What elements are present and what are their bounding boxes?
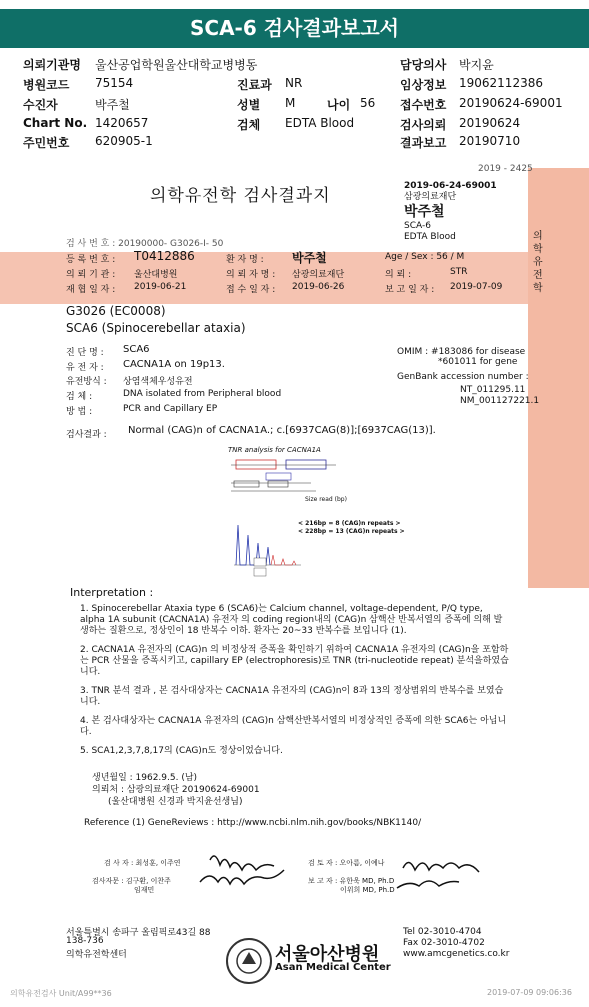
exam-no: 검 사 번 호 : 20190000- G3026-I- 50 [66, 239, 224, 249]
inst: 울산대병원 [134, 270, 178, 280]
box-name: 박주철 [404, 204, 445, 220]
header-info [0, 48, 589, 156]
recv-label: 접 수 일 자 : [226, 285, 276, 295]
legend-228: < 228bp = 13 (CAG)n repeats > [298, 528, 405, 535]
patient-label: 환 자 명 : [226, 255, 264, 265]
sample-box [404, 181, 518, 241]
inherit: 상염색체우성유전 [123, 377, 193, 387]
value-specimen: EDTA Blood [285, 116, 355, 130]
reference: Reference (1) GeneReviews : http://www.ncbi.nlm.nih.gov/books/NBK1140/ [84, 818, 422, 828]
signature-left [195, 840, 305, 890]
inst-label: 의 뢰 기 관 : [66, 270, 116, 280]
dx-label: 진 단 명 : [66, 348, 104, 358]
sig-reporter-2: 이위희 MD, Ph.D [340, 886, 395, 894]
interp-item: 1. Spinocerebellar Ataxia type 6 (SCA6)는 Calcium channel, voltage-dependent, P/Q type, alpha 1A subunit (CACNA1A) 유전자 의 coding region내의 (CAG)n 삼핵산 반복서열의 증폭에 의해 발생하는 질환으로, 정상인이 18 반복수 이하. 환자는 20~33 반복수를 보입니다 (1). [80, 604, 503, 636]
interp-item: 5. SCA1,2,3,7,8,17의 (CAG)n도 정상이었습니다. [80, 746, 283, 756]
label-clinical: 임상정보 [400, 78, 447, 92]
label-sex: 성별 [237, 98, 261, 112]
report-title: SCA-6 검사결과보고서 [0, 9, 589, 48]
value-chart-no: 1420657 [95, 116, 149, 130]
value-patient: 박주철 [95, 98, 130, 112]
signature-right [395, 848, 505, 898]
side-text: 의학유전학 [533, 231, 543, 294]
req-label: 의 뢰 자 명 : [226, 270, 276, 280]
nt-accession: NT_011295.11 [460, 385, 526, 395]
interp-item: 4. 본 검사대상자는 CACNA1A 유전자의 (CAG)n 삼핵산반복서열의 비정상적인 증폭에 의한 SCA6는 아닙니다. [80, 716, 507, 737]
ward-label: 의 뢰 : [385, 270, 412, 280]
test-code: G3026 (EC0008) [66, 304, 166, 318]
result-label: 검사결과 : [66, 430, 107, 440]
value-request-date: 20190624 [459, 116, 521, 130]
report-date: 2019-07-09 [450, 282, 503, 292]
value-hospital-code: 75154 [95, 76, 134, 90]
spec: DNA isolated from Peripheral blood [123, 389, 282, 399]
result: Normal (CAG)n of CACNA1A.; c.[6937CAG(8)];[6937CAG(13)]. [128, 425, 436, 436]
ward: STR [450, 267, 468, 277]
box-line2: 삼광의료재단 [404, 192, 457, 202]
value-report-date: 20190710 [459, 134, 521, 148]
age-sex: Age / Sex : 56 / M [385, 252, 465, 262]
value-resident-no: 620905-1 [95, 134, 153, 148]
value-institution: 울산공업학원울산대학교병병동 [95, 58, 258, 72]
interp-item: 3. TNR 분석 결과 , 본 검사대상자는 CACNA1A 유전자의 (CAG)n이 8과 13의 정상범위의 반복수를 보였습니다. [80, 686, 504, 707]
label-doctor: 담당의사 [400, 58, 447, 72]
hospital-emblem-icon [228, 940, 270, 982]
label-institution: 의뢰기관명 [23, 58, 81, 72]
gene: CACNA1A on 19p13. [123, 359, 225, 370]
address-line3: 의학유전학센터 [66, 950, 127, 960]
sig-reporter: 보 고 자 : 유한욱 MD, Ph.D [308, 877, 395, 885]
spec-label: 검 체 : [66, 392, 93, 402]
req: 삼광의료재단 [292, 270, 345, 280]
footer-unit: 의학유전검사 Unit/A99**36 [10, 989, 112, 998]
label-report-date: 결과보고 [400, 136, 447, 150]
label-request-date: 검사의뢰 [400, 118, 447, 132]
label-dept: 진료과 [237, 78, 272, 92]
address-line2: 138-736 [66, 936, 104, 946]
referrer: 의뢰처 : 삼광의료재단 20190624-69001 [92, 785, 260, 795]
label-resident-no: 주민번호 [23, 136, 70, 150]
method: PCR and Capillary EP [123, 404, 218, 414]
interpretation [70, 604, 510, 765]
nm-accession: NM_001127221.1 [460, 396, 540, 406]
sig-reviewer: 검 토 자 : 오아름, 이예나 [308, 859, 385, 867]
gene-label: 유 전 자 : [66, 363, 104, 373]
label-age: 나이 [327, 98, 351, 112]
sig-advisor: 검사자문 : 김구환, 이찬주 [92, 877, 171, 885]
report-label: 보 고 일 자 : [385, 285, 435, 295]
dx: SCA6 [123, 344, 150, 355]
footer-timestamp: 2019-07-09 09:06:36 [487, 988, 572, 997]
value-doctor: 박지윤 [459, 58, 494, 72]
interp-title: Interpretation : [70, 586, 154, 599]
reg-no-label: 등 록 번 호 : [66, 255, 116, 265]
value-age: 56 [360, 96, 376, 110]
referrer-detail: (울산대병원 신경과 박지윤선생님) [108, 797, 243, 807]
box-line3: SCA-6 [404, 221, 431, 231]
size-label: Size read (bp) [305, 496, 347, 503]
genbank: GenBank accession number : [397, 372, 529, 382]
reg-date: 2019-06-21 [134, 282, 187, 292]
sig-advisor-2: 임재민 [134, 886, 155, 894]
box-line4: EDTA Blood [404, 232, 456, 242]
reg-date-label: 재 협 일 자 : [66, 285, 116, 295]
omim: OMIM : #183086 for disease [397, 347, 526, 357]
hospital-name-kr: 서울아산병원 [275, 944, 380, 965]
label-chart-no: Chart No. [23, 116, 88, 130]
value-dept: NR [285, 76, 303, 90]
birth: 생년월일 : 1962.9.5. (남) [92, 773, 198, 783]
tnr-title: TNR analysis for CACNA1A [228, 446, 321, 454]
value-sex: M [285, 96, 296, 110]
tel: Tel 02-3010-4704 [403, 927, 482, 937]
label-hospital-code: 병원코드 [23, 78, 70, 92]
legend-216: < 216bp = 8 (CAG)n repeats > [298, 520, 401, 527]
label-accession: 접수번호 [400, 98, 447, 112]
address-line1: 서울특별시 송파구 올림픽로43길 88 [66, 928, 211, 938]
inherit-label: 유전방식 : [66, 377, 107, 387]
label-patient: 수진자 [23, 98, 58, 112]
doc-title: 의학유전학 검사결과지 [150, 186, 331, 206]
reg-no: T0412886 [134, 249, 195, 263]
corner-code: 2019 - 2425 [478, 164, 533, 174]
label-specimen: 검체 [237, 118, 261, 132]
patient-name: 박주철 [292, 251, 327, 265]
hospital-logo [226, 938, 272, 984]
value-accession: 20190624-69001 [459, 96, 563, 110]
fax: Fax 02-3010-4702 [403, 938, 485, 948]
recv-date: 2019-06-26 [292, 282, 345, 292]
hospital-name-en: Asan Medical Center [275, 962, 391, 973]
sig-tester: 검 사 자 : 최성훈, 이주연 [104, 859, 181, 867]
omim-gene: *601011 for gene [438, 357, 518, 367]
website: www.amcgenetics.co.kr [403, 949, 510, 959]
method-label: 방 법 : [66, 407, 93, 417]
value-clinical: 19062112386 [459, 76, 543, 90]
box-line1: 2019-06-24-69001 [404, 181, 497, 191]
interp-item: 2. CACNA1A 유전자의 (CAG)n 의 비정상적 증폭을 확인하기 위하여 CACNA1A 유전자의 (CAG)n을 포함하는 PCR 산물을 증폭시키고, capillary EP (electrophoresis)로 TNR (tri-nucleotide repeat) 분석을하였습니다. [80, 645, 509, 677]
test-name: SCA6 (Spinocerebellar ataxia) [66, 321, 246, 335]
